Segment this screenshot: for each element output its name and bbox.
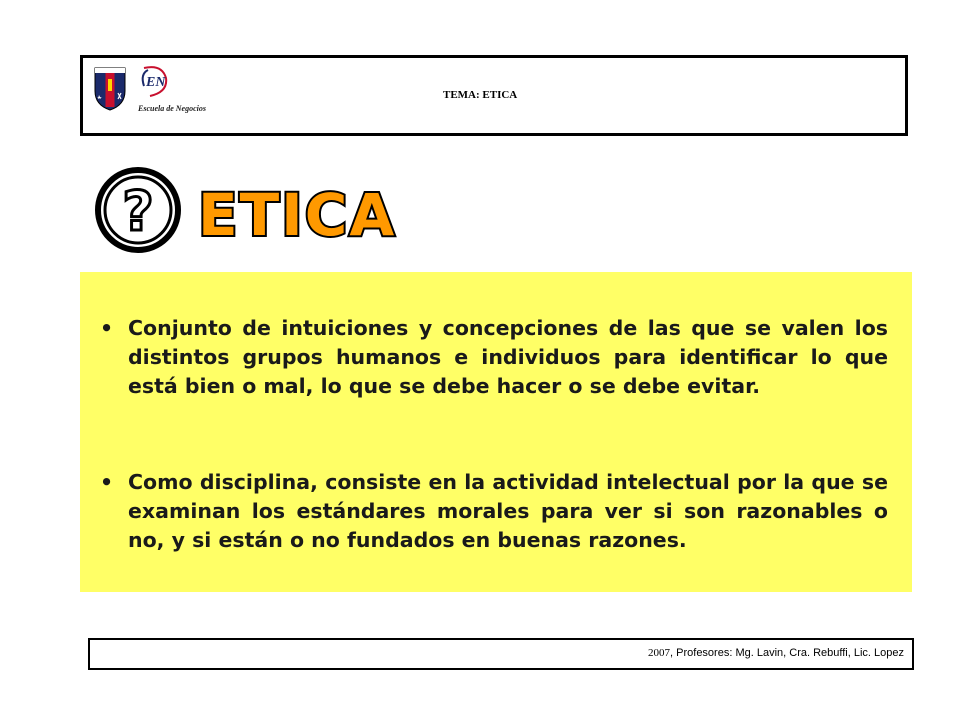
question-mark-icon (98, 170, 178, 250)
footer-professors: , Profesores: Mg. Lavin, Cra. Rebuffi, Lic. Lopez (670, 647, 904, 659)
question-mark-glyph: ? (122, 180, 154, 243)
bullet-text: Como disciplina, consiste en la actividad intelectual por la que se examinan los estándares morales para ver si son razonables o no, y si están o no fundados en buenas razones. (128, 470, 888, 552)
definition-panel (80, 272, 912, 592)
logo-subtext: Escuela de Negocios (138, 104, 206, 113)
bullet-text: Conjunto de intuiciones y concepciones de las que se valen los distintos grupos humanos e individuos para identificar lo que está bien o mal, lo que se debe hacer o se debe evitar. (128, 316, 888, 398)
logo-letters: EN (146, 75, 166, 90)
header-box (80, 55, 908, 136)
footer-year: 2007 (648, 647, 671, 659)
escuela-negocios-logo-icon (138, 64, 178, 104)
title-art (90, 160, 430, 260)
header-title: TEMA: ETICA (443, 89, 518, 101)
footer-box (88, 638, 914, 670)
bullet-item (100, 468, 888, 555)
bullet-dot: • (100, 470, 114, 494)
footer-credits (648, 647, 904, 659)
bullet-item (100, 314, 888, 401)
university-shield-icon (94, 67, 126, 111)
etica-heading: ETICA (198, 181, 397, 249)
bullet-dot: • (100, 316, 114, 340)
